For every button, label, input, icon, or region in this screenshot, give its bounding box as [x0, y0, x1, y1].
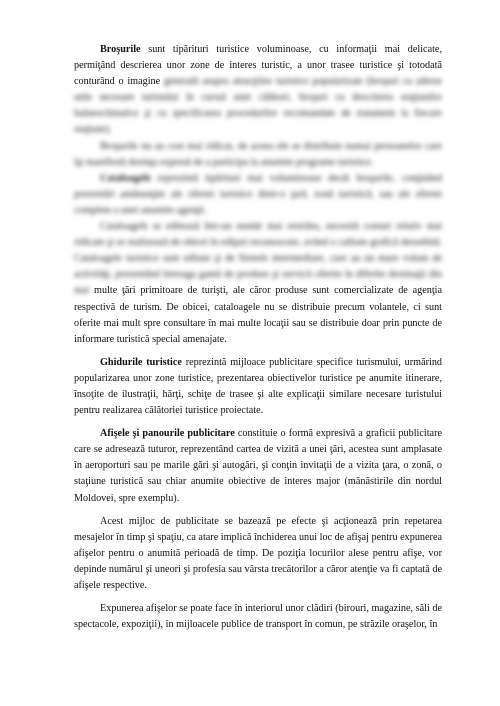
paragraph-text: multe ţări primitoare de turişti, ale căror produse sunt comercializate de agenţia respectivă de turism. De obicei, cataloagele nu se distribuie precum volantele, ci sunt oferite mai mult spre consultare în mai multe locaţii sau se distribuie doar prin puncte de informare turistică special amenajate. — [74, 285, 442, 345]
paragraph-cataloage-editare — [74, 219, 442, 348]
term-brosuri: Broşurile — [100, 44, 141, 55]
paragraph-text: reprezintă tipărituri mai voluminoase decât broşurile, conţinând prezentări amănunţite ale ofertei turistice dintr-o ţară, zonă turistică, sau ale ofertei complete a unei anumite agenţii. — [74, 172, 442, 216]
term-ghiduri: Ghidurile turistice — [100, 356, 182, 368]
paragraph-text: Expunerea afişelor se poate face în interiorul unor clădiri (birouri, magazine, săli de spectacole, expoziţii), în mijloacele publice de transport în comun, pe străzile oraşelor, în — [74, 603, 442, 631]
term-afise: Afişele şi panourile publicitare — [100, 428, 235, 440]
paragraph-text: Broşurile nu au cost mai ridicat, de aceea ele se distribuie numai persoanelor care îşi manifestă dorinţa expresă de a participa la anumite programe turistice. — [74, 140, 442, 168]
paragraph-ghiduri — [74, 355, 442, 419]
paragraph-text: reprezintă mijloace publicitare specifice turismului, urmărind popularizarea unor zone turistice, prezentarea obiectivelor turistice pe anumite itinerare, însoţite de ilustraţii, hărţi, schiţe de trasee şi alte explicaţii similare necesare turistului pentru realizarea călătoriei turistice proiectate. — [74, 356, 443, 417]
paragraph-text: constituie o formă expresivă a graficii publicitare care se adresează tuturor, reprezentând cartea de vizită a unei ţări, acestea sunt amplasate în aeroporturi sau pe marile gări şi autogări, şi conţin invitaţii de a vizita ţara, o zonă, o staţiune turistică sau chiar anumite obiective de interes major (mănăstirile din nordul Moldovei, spre exemplu). — [74, 428, 442, 504]
blurred-text: Cataloagele se editează într-un număr mai restrâns, necesită costuri relativ mai ridicate şi se realizează de obicei în ediţuri recunoscute, având o calitate grafică deosebită. Cataloagele turistice sunt editate şi de firmele intermediare, care au un mare volum de activităţi, prezentând întreaga gamă de produse şi servicii oferite în diferite destinaţii din mai — [74, 221, 442, 297]
paragraph-brosuri — [74, 42, 442, 139]
paragraph-brosuri-cost — [74, 139, 442, 171]
blurred-text: generală asupra atracţiilor turistice popularizate (broşuri cu adrese utile necesare turistului în cursul unei călători, broşuri cu descrierea staţiunilor balneoclimatice şi cu specificarea procedurilor recomandate de tratament la fiecare staţiune). — [74, 76, 442, 136]
paragraph-expunere — [74, 601, 442, 633]
paragraph-cataloage — [74, 171, 442, 219]
paragraph-text: Acest mijloc de publicitate se bazează pe efecte şi acţionează prin repetarea mesajelor în timp şi spaţiu, ca atare implică închiderea unui loc de afişaj pentru expunerea afişelor pentru o anumită perioadă de timp. De poziţia locurilor alese pentru afişe, vor depinde numărul şi uneori şi profesia sau vârsta trecătorilor a căror atenţie va fi captată de afişele respective. — [74, 515, 442, 591]
term-cataloage: Cataloagele — [100, 172, 151, 184]
paragraph-text: sunt tipărituri turistice voluminoase, cu informaţii mai delicate, permiţând descrierea unor zone de interes turistic, a unor trasee turistice şi totodată conturând o imagine — [74, 44, 442, 88]
paragraph-afise — [74, 426, 442, 506]
paragraph-mijloc-publicitate — [74, 514, 442, 594]
